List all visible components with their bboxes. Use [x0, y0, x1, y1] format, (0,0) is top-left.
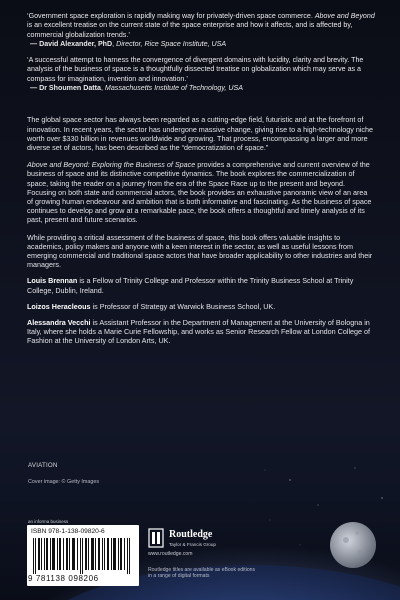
endorsement-1 [27, 12, 375, 49]
description-paragraph-1: The global space sector has always been regarded as a cutting-edge field, futuristic and at the forefront of innovation. In recent years, the sector has undergone massive change, giving rise to a high-technology niche worth over $330 billion in revenues worldwide and growing. That process, encompassing a larger and more diverse set of actors, has been described as the “democratization of space.” [27, 115, 374, 152]
endorsement-attribution: — David Alexander, PhD, Director, Rice Space Institute, USA [30, 39, 227, 48]
informa-imprint: an informa business [28, 519, 69, 524]
endorser-institution: Director, Rice Space Institute, USA [116, 39, 227, 48]
moon [330, 522, 376, 568]
publisher-group: Taylor & Francis Group [169, 542, 216, 547]
description-paragraph-2: Above and Beyond: Exploring the Business of Space provides a comprehensive and current overview of the business of space and its distinctive competitive dynamics. The book explores the commercialization of space, taking the reader on a journey from the era of the Space Race up to the present and beyond. Focusing on both state and commercial actors, the book provides an exhaustive panoramic view of an area of growing human endeavour and ambition that is both informative and fascinating. As the business of space continues to develop and grow at a remarkable pace, the book offers a thoughtful and timely analysis of its past, present and future scenarios. [27, 160, 372, 225]
author-name: Alessandra Vecchi [27, 318, 91, 328]
back-cover-text [27, 12, 375, 346]
publisher-website[interactable]: www.routledge.com [148, 551, 193, 557]
author-name: Louis Brennan [27, 276, 78, 286]
endorsement-2 [27, 56, 375, 93]
author-bio-1: Louis Brennan is a Fellow of Trinity College and Professor within the Trinity Business School at Trinity College, Dublin, Ireland. [27, 276, 354, 295]
barcode-bars [31, 538, 135, 574]
book-title-italic: Above and Beyond [314, 12, 375, 20]
routledge-logo-icon [148, 528, 164, 548]
endorser-institution: Massachusetts Institute of Technology, USA [104, 84, 243, 93]
subject-category: AVIATION [28, 462, 58, 469]
cover-image-credit: Cover image: © Getty Images [28, 479, 100, 485]
endorser-name: Dr Shoumen Datta [39, 84, 101, 93]
ebook-availability-note: Routledge titles are available as eBook editions in a range of digital formats [148, 567, 256, 580]
endorsement-quote: ‘Government space exploration is rapidly making way for privately-driven space commerce. Above and Beyond is an excellent treatise on the current state of the space enterprise and how it affects, and is affected by, commercial globalization trends.’ [27, 12, 375, 39]
author-name: Loizos Heracleous [27, 301, 91, 311]
author-bio-2: Loizos Heracleous is Professor of Strategy at Warwick Business School, UK. [27, 301, 276, 311]
publisher-name: Routledge [169, 529, 213, 540]
book-title-italic: Above and Beyond: Exploring the Business of Space [27, 160, 196, 170]
endorser-name: David Alexander, PhD [39, 39, 113, 48]
isbn-barcode [27, 525, 139, 586]
barcode-digits: 9 781138 098206 [28, 574, 99, 583]
description-paragraph-3: While providing a critical assessment of the business of space, this book offers valuable insights to academics, policy makers and anyone with a keen interest in the sector, as well as useful lessons from emerging commercial and traditional space actors that have broader applicability to other industries and their managers. [27, 232, 373, 270]
isbn-label: ISBN 978-1-138-09820-6 [31, 528, 105, 535]
endorsement-attribution: — Dr Shoumen Datta, Massachusetts Institute of Technology, USA [30, 84, 243, 93]
author-bio-3: Alessandra Vecchi is Assistant Professor in the Department of Management at the University of Bologna in Italy, where she holds a Marie Curie Fellowship, and works as Senior Research Fellow at London College of Fashion at the University of London Arts, UK. [27, 318, 371, 346]
endorsement-quote: ‘A successful attempt to harness the convergence of divergent domains with lucidity, clarity and brevity. The analysis of the business of space is a thoughtfully dissected treatise on globalization which may serve as a compass for imagination, invention and innovation.’ [27, 56, 364, 83]
